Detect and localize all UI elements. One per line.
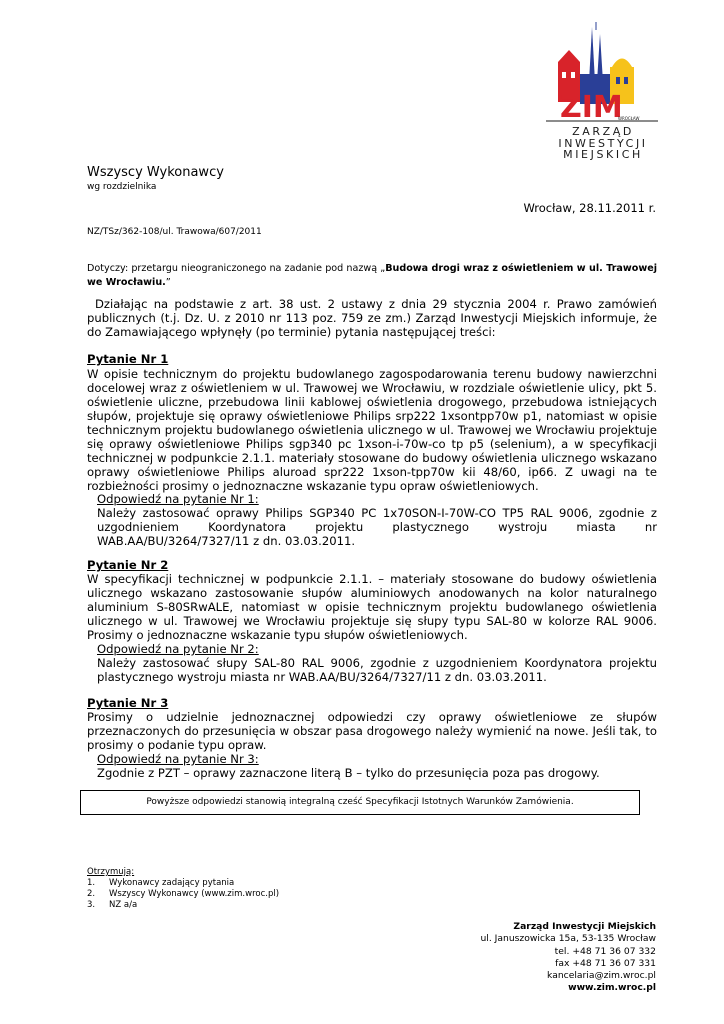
- question-1-text: W opisie technicznym do projektu budowlanego zagospodarowania terenu budowy nawierzchni docelowej wraz z oświetleniem w ul. Trawowej we Wrocławiu, w rozdziale oświetlenie ulicy, pkt 5. oświetlenie uliczne, przebudowa linii kablowej oświetlenia drogowego, przebudowa istniejących słupów, projektuje się oprawy oświetleniowe Philips srp222 1xsontpp70w p1, natomiast w opisie technicznym projektu budowlanego oświetlenia ulicznego w ul. Trawowej we Wrocławiu projektuje się oprawy oświetleniowe Philips sgp340 pc 1xson-i-70w-co tp p5 (selenium), a w specyfikacji technicznej w podpunkcie 2.1.1. materiały stosowane do budowy oświetlenia ulicznego wskazano oprawy oświetleniowe Philips aluroad spr222 1xson-tpp70w kii 48/60, ip66. Z uwagi na te rozbieżności prosimy o jednoznaczne wskazanie typu opraw oświetleniowych.: [87, 367, 657, 493]
- reference-number: NZ/TSz/362-108/ul. Trawowa/607/2011: [87, 227, 262, 237]
- subject-title: Budowa drogi wraz z oświetleniem w ul. Trawowej we Wrocławiu.: [87, 263, 658, 288]
- footer-web: www.zim.wroc.pl: [568, 982, 656, 994]
- question-2-heading: Pytanie Nr 2: [87, 558, 169, 572]
- footer-org: Zarząd Inwestycji Miejskich: [513, 921, 656, 932]
- footer-fax: fax +48 71 36 07 331: [555, 957, 656, 969]
- recipients-heading: Otrzymują:: [87, 867, 135, 877]
- question-3-text: Prosimy o udzielnie jednoznacznej odpowiedzi czy oprawy oświetleniowe ze słupów przeznaczonych do przesunięcia w obszar pasa drogowego należy wymienić na nowe. Jeśli tak, to prosimy o podanie typu opraw.: [87, 710, 657, 752]
- logo-wordmark: [548, 126, 658, 161]
- footer-contact: [480, 921, 656, 995]
- recipient-item: 1. Wykonawcy zadający pytania: [87, 878, 235, 888]
- subject-prefix: Dotyczy: przetargu nieograniczonego na zadanie pod nazwą „: [87, 263, 386, 274]
- question-1-heading: Pytanie Nr 1: [87, 352, 169, 366]
- intro-paragraph: Działając na podstawie z art. 38 ust. 2 ustawy z dnia 29 stycznia 2004 r. Prawo zamówień publicznych (t.j. Dz. U. z 2010 nr 113 poz. 759 ze zm.) Zarząd Inwestycji Miejskich informuje, że do Zamawiającego wpłynęły (po terminie) pytania następującej treści:: [87, 297, 657, 339]
- subject-suffix: ”: [165, 277, 171, 288]
- answer-3-heading: Odpowiedź na pytanie Nr 3:: [97, 752, 259, 766]
- question-2-text: W specyfikacji technicznej w podpunkcie 2.1.1. – materiały stosowane do budowy oświetlenia ulicznego wskazano zastosowanie słupów aluminiowych anodowanych na kolor naturalnego aluminium S-80SRwALE, natomiast w opisie technicznym projektu budowlanego oświetlenia ulicznego w ul. Trawowej we Wrocławiu projektuje się słupy typu SAL-80 w kolorze RAL 9006. Prosimy o jednoznaczne wskazanie typu słupów oświetleniowych.: [87, 572, 657, 642]
- logo-city: WROCŁAW: [618, 116, 640, 121]
- letter-date: Wrocław, 28.11.2011 r.: [523, 201, 656, 215]
- answer-2-heading: Odpowiedź na pytanie Nr 2:: [97, 642, 259, 656]
- logo-line-2: INWESTYCJI: [558, 136, 648, 150]
- recipients-list: [87, 867, 279, 911]
- answer-1-heading: Odpowiedź na pytanie Nr 1:: [97, 492, 259, 506]
- notice-box: Powyższe odpowiedzi stanowią integralną cześć Specyfikacji Istotnych Warunków Zamówienia.: [80, 790, 640, 815]
- answer-1-text: Należy zastosować oprawy Philips SGP340 PC 1x70SON-I-70W-CO TP5 RAL 9006, zgodnie z uzgodnieniem Koordynatora projektu plastycznego wystroju miasta nr WAB.AA/BU/3264/7327/11 z dn. 03.03.2011.: [97, 506, 657, 548]
- footer-email: kancelaria@zim.wroc.pl: [547, 970, 656, 982]
- recipient-item: 2. Wszyscy Wykonawcy (www.zim.wroc.pl): [87, 889, 280, 899]
- logo-brand: ZIM: [560, 90, 623, 125]
- recipient-item: 3. NZ a/a: [87, 900, 138, 910]
- question-3-heading: Pytanie Nr 3: [87, 696, 169, 710]
- logo-line-1: ZARZĄD: [572, 125, 634, 138]
- answer-3-text: Zgodnie z PZT – oprawy zaznaczone literą B – tylko do przesunięcia poza pas drogowy.: [97, 766, 600, 780]
- addressee-name: Wszyscy Wykonawcy: [87, 165, 224, 180]
- addressee-note: wg rozdzielnika: [87, 182, 157, 192]
- subject-line: [87, 262, 657, 290]
- logo-line-3: MIEJSKICH: [563, 148, 643, 161]
- footer-tel: tel. +48 71 36 07 332: [554, 945, 656, 957]
- answer-2-text: Należy zastosować słupy SAL-80 RAL 9006, zgodnie z uzgodnieniem Koordynatora projektu plastycznego wystroju miasta nr WAB.AA/BU/3264/7327/11 z dn. 03.03.2011.: [97, 656, 657, 684]
- footer-address: ul. Januszowicka 15a, 53-135 Wrocław: [480, 933, 656, 945]
